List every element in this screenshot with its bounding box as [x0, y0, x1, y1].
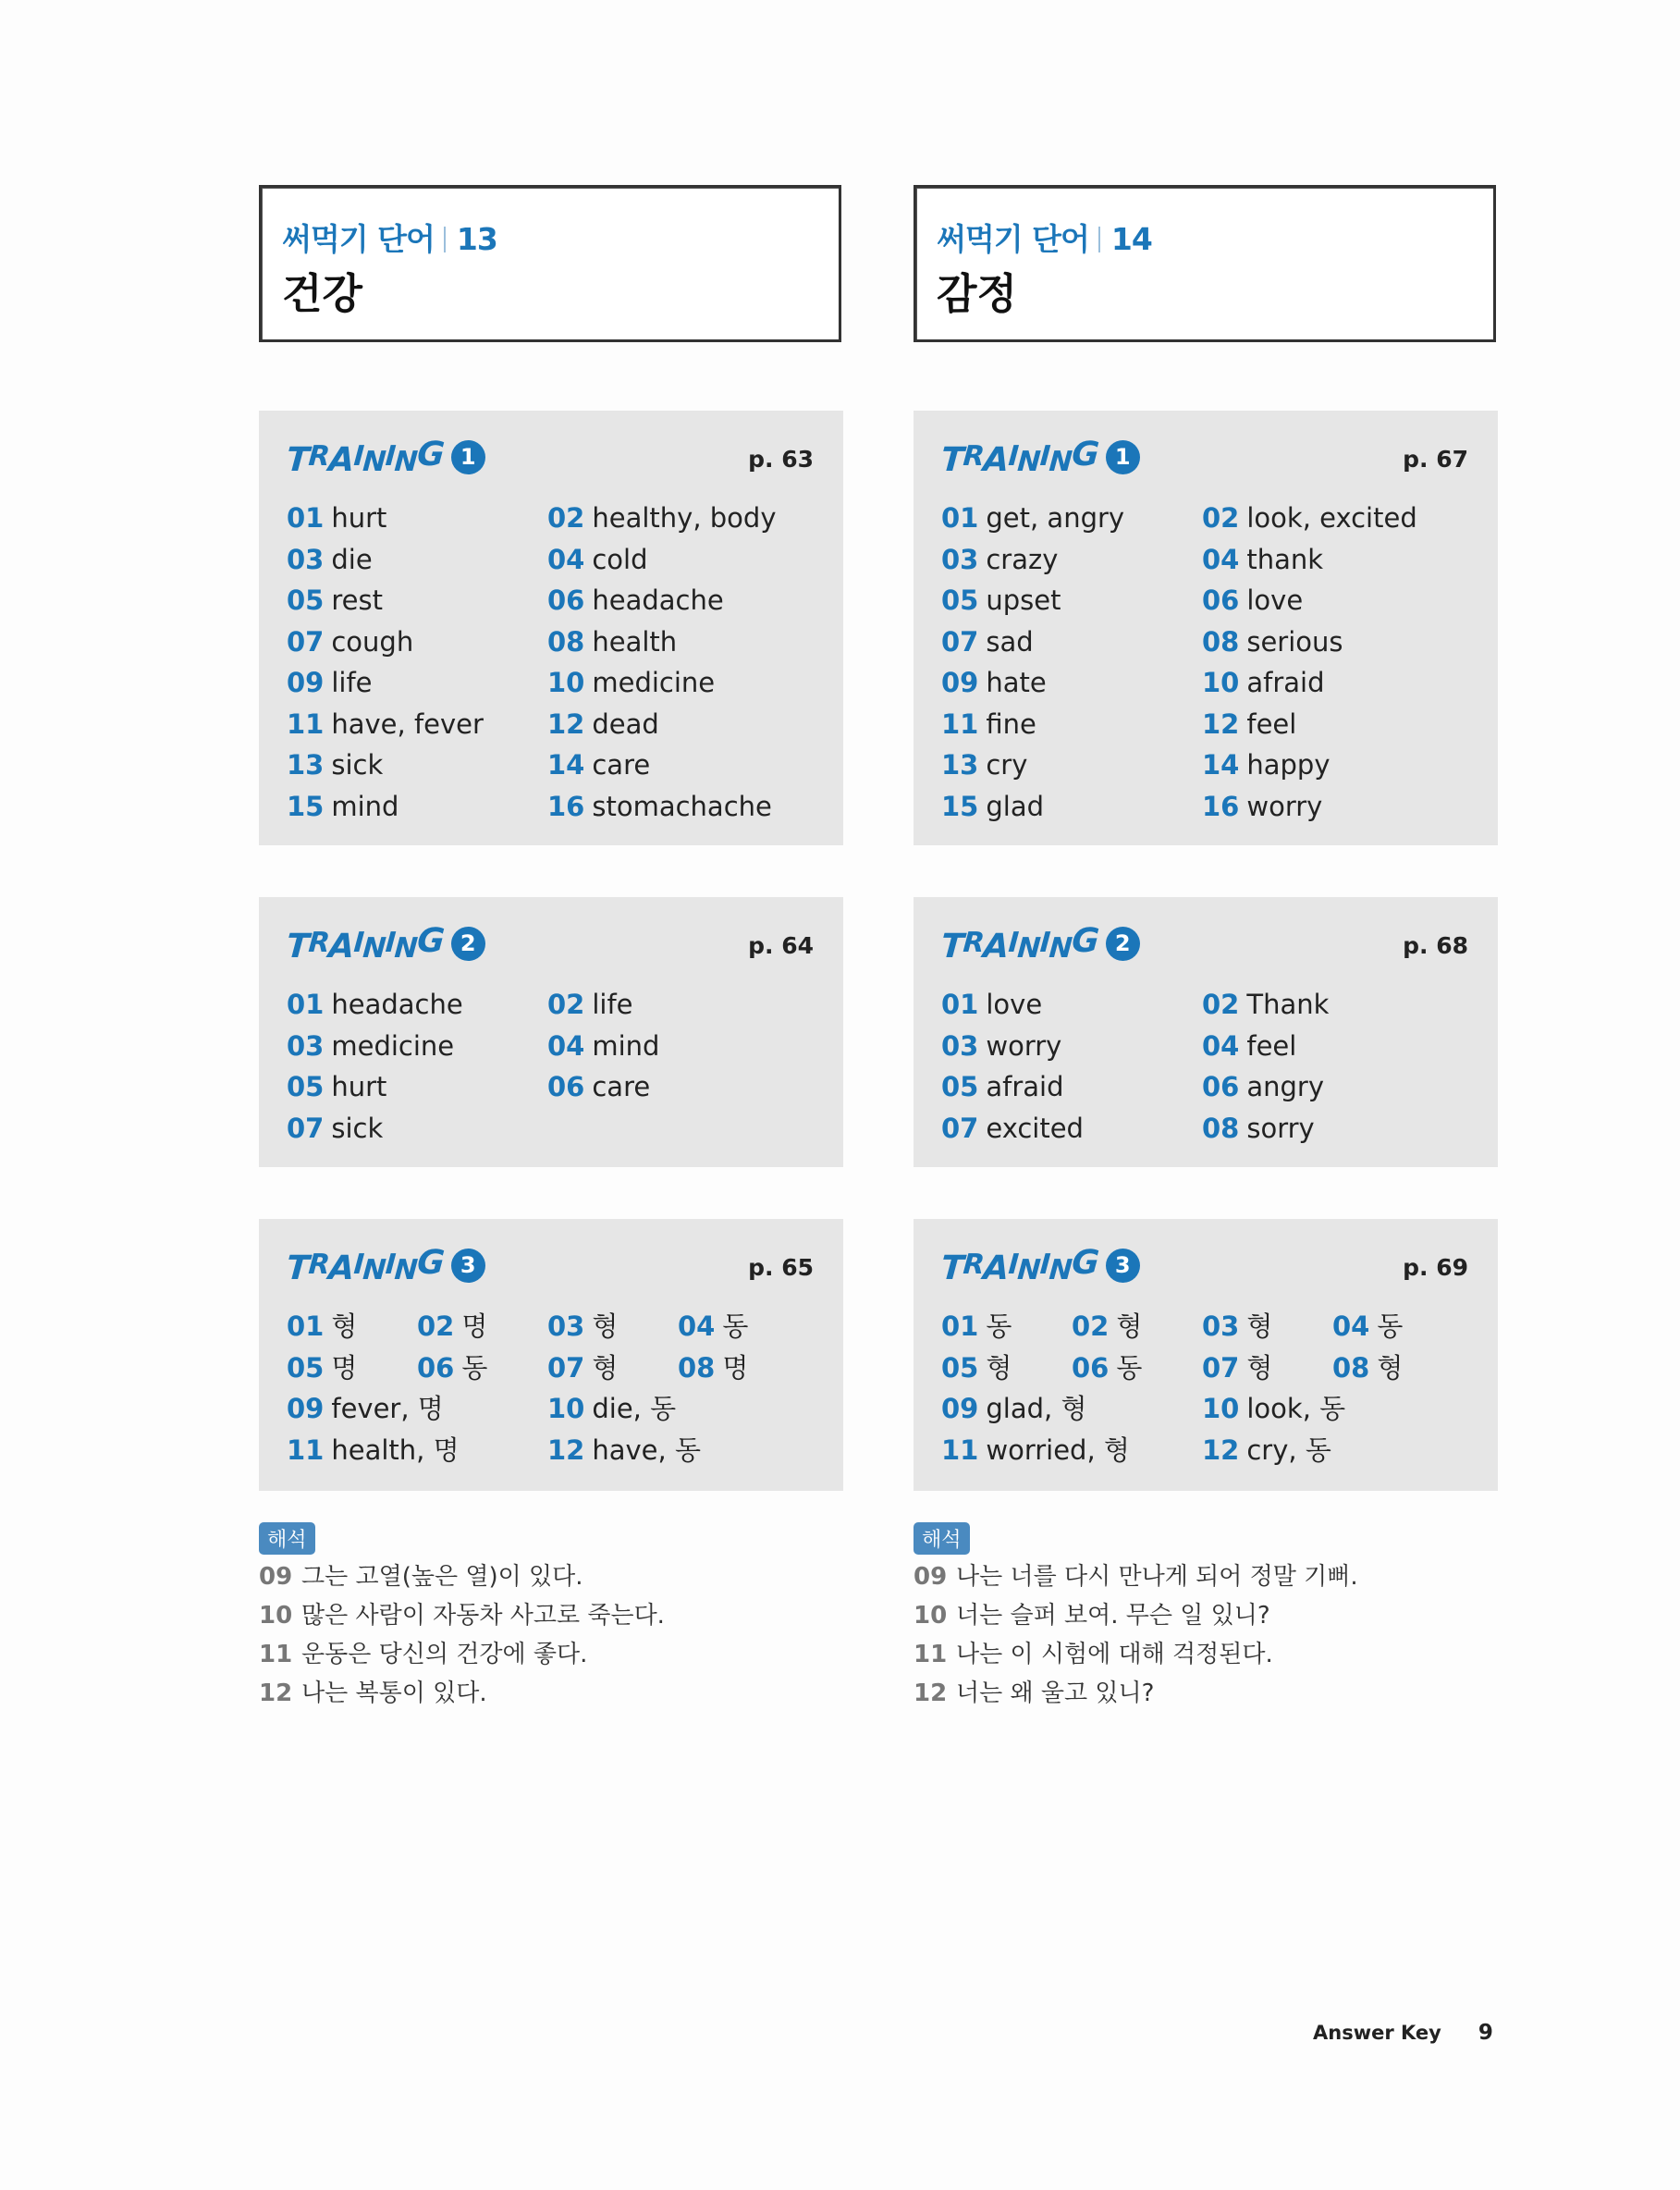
answer-item — [547, 984, 633, 1025]
translation-number: 11 — [259, 1641, 293, 1668]
answer-text: 형 — [986, 1351, 1012, 1384]
answer-number: 14 — [1202, 749, 1240, 781]
section-number: 13 — [456, 221, 497, 257]
answer-text: love — [986, 989, 1043, 1020]
answer-text: thank — [1246, 543, 1324, 575]
translation-item — [914, 1635, 1358, 1674]
answer-number: 06 — [1202, 1071, 1240, 1102]
answer-number: 03 — [941, 543, 979, 575]
answer-number: 08 — [678, 1351, 716, 1384]
answer-number: 07 — [941, 625, 979, 658]
answer-item — [287, 1306, 357, 1347]
answer-text: 형 — [1246, 1310, 1273, 1342]
answer-text: die, 동 — [592, 1393, 677, 1424]
answer-text: Thank — [1246, 989, 1330, 1020]
answer-text: afraid — [1246, 667, 1325, 698]
answer-number: 09 — [941, 1393, 979, 1424]
answer-number: 06 — [417, 1351, 455, 1384]
page-reference: p. 64 — [748, 932, 814, 959]
answer-number: 06 — [547, 584, 585, 616]
answer-number: 05 — [287, 1351, 325, 1384]
answer-text: headache — [592, 584, 724, 616]
answer-item — [941, 786, 1044, 827]
answer-text: die — [331, 543, 373, 575]
answer-number: 11 — [287, 707, 325, 740]
training-number-badge: 1 — [451, 440, 485, 474]
answer-item — [941, 498, 1124, 538]
answer-text: worry — [986, 1029, 1062, 1062]
answer-item — [1202, 1108, 1315, 1149]
translation-number: 10 — [914, 1602, 948, 1630]
answer-item — [941, 1306, 1012, 1347]
translation-list — [914, 1557, 1358, 1713]
answer-item — [1332, 1306, 1403, 1347]
answer-text: 동 — [1116, 1351, 1143, 1384]
answer-text: sorry — [1246, 1112, 1315, 1144]
answer-text: excited — [986, 1112, 1084, 1144]
answer-item — [547, 580, 724, 621]
answer-number: 02 — [547, 502, 585, 534]
separator — [1098, 227, 1100, 252]
answer-text: feel — [1246, 1029, 1297, 1062]
training-2-panel — [259, 897, 843, 1167]
translation-item — [259, 1674, 665, 1713]
answer-text: mind — [592, 1029, 660, 1062]
answer-item — [287, 1108, 383, 1149]
answer-number: 10 — [1202, 1393, 1240, 1424]
section-header-box — [259, 185, 841, 342]
answer-item — [287, 1430, 460, 1470]
answer-item — [941, 744, 1027, 785]
answer-text: 동 — [986, 1310, 1012, 1342]
answer-item — [678, 1306, 748, 1347]
answer-number: 01 — [287, 1310, 325, 1342]
answer-text: cry, 동 — [1246, 1433, 1331, 1466]
answer-item — [287, 1026, 454, 1066]
answer-item — [1202, 704, 1296, 744]
answer-item — [1202, 539, 1323, 580]
answer-text: get, angry — [986, 502, 1125, 534]
answer-number: 12 — [1202, 707, 1240, 740]
page-number: 9 — [1478, 2021, 1493, 2045]
answer-text: life — [331, 667, 373, 698]
section-label-text: 써먹기 단어 — [937, 221, 1089, 257]
answer-number: 16 — [1202, 790, 1240, 822]
translation-text: 운동은 당신의 건강에 좋다. — [301, 1641, 588, 1668]
answer-text: medicine — [592, 667, 716, 698]
training-heading — [941, 438, 1140, 481]
answer-text: stomachache — [592, 790, 772, 822]
translation-text: 나는 이 시험에 대해 걱정된다. — [956, 1641, 1273, 1668]
answer-text: crazy — [986, 543, 1059, 575]
answer-number: 02 — [1072, 1310, 1110, 1342]
answer-number: 02 — [547, 989, 585, 1020]
answer-text: feel — [1246, 707, 1297, 740]
translation-number: 09 — [259, 1563, 293, 1591]
answer-text: life — [592, 989, 633, 1020]
translation-number: 12 — [914, 1679, 948, 1707]
answer-item — [941, 1430, 1130, 1470]
answer-item — [1202, 580, 1303, 621]
answer-number: 03 — [1202, 1310, 1240, 1342]
answer-text: 형 — [1246, 1351, 1273, 1384]
answer-text: worried, 형 — [986, 1433, 1130, 1466]
page-reference: p. 65 — [748, 1254, 814, 1281]
translation-number: 11 — [914, 1641, 948, 1668]
answer-text: sad — [986, 625, 1034, 658]
answer-number: 08 — [547, 625, 585, 658]
translation-item — [914, 1557, 1358, 1596]
answer-item — [287, 786, 399, 827]
section-label — [937, 215, 1152, 259]
answer-item — [1202, 498, 1417, 538]
answer-number: 07 — [941, 1112, 979, 1144]
training-heading — [939, 1244, 1140, 1289]
answer-item — [287, 1347, 357, 1388]
page-reference: p. 69 — [1403, 1254, 1468, 1281]
translation-text: 너는 슬퍼 보여. 무슨 일 있니? — [956, 1602, 1270, 1630]
answer-text: 동 — [722, 1310, 749, 1342]
answer-text: 형 — [592, 1351, 619, 1384]
answer-number: 15 — [941, 790, 979, 822]
answer-text: 동 — [1377, 1310, 1404, 1342]
answer-item — [941, 1066, 1064, 1107]
answer-item — [547, 1306, 618, 1347]
answer-item — [941, 1026, 1061, 1066]
page-reference: p. 67 — [1403, 446, 1468, 473]
translation-number: 12 — [259, 1679, 293, 1707]
answer-number: 03 — [287, 543, 325, 575]
answer-number: 06 — [547, 1071, 585, 1102]
answer-number: 05 — [941, 584, 979, 616]
answer-item — [941, 662, 1047, 703]
answer-item — [287, 539, 373, 580]
answer-text: look, excited — [1246, 502, 1417, 534]
training-logo: TRAINING — [285, 1244, 446, 1287]
answer-text: 명 — [331, 1351, 358, 1384]
training-heading — [939, 922, 1140, 967]
answer-item — [1072, 1306, 1142, 1347]
answer-number: 05 — [287, 1071, 325, 1102]
translation-number: 09 — [914, 1563, 948, 1591]
answer-item — [287, 984, 463, 1025]
answer-text: look, 동 — [1246, 1393, 1346, 1424]
answer-text: cry — [986, 749, 1028, 781]
answer-item — [941, 621, 1034, 662]
answer-number: 11 — [941, 1433, 979, 1466]
answer-item — [547, 662, 715, 703]
answer-item — [941, 1388, 1086, 1429]
answer-item — [1202, 621, 1343, 662]
answer-number: 01 — [287, 502, 325, 534]
answer-item — [547, 744, 650, 785]
answer-number: 05 — [941, 1351, 979, 1384]
answer-item — [1202, 786, 1322, 827]
answer-number: 02 — [1202, 502, 1240, 534]
answer-item — [941, 580, 1061, 621]
answer-number: 08 — [1332, 1351, 1370, 1384]
answer-text: healthy, body — [592, 502, 777, 534]
separator — [444, 227, 446, 252]
training-logo: TRAINING — [285, 436, 446, 479]
section-header-box — [914, 185, 1496, 342]
answer-number: 01 — [941, 989, 979, 1020]
answer-number: 12 — [547, 707, 585, 740]
answer-number: 04 — [1332, 1310, 1370, 1342]
answer-item — [287, 662, 373, 703]
answer-number: 02 — [1202, 989, 1240, 1020]
answer-text: fine — [986, 707, 1036, 740]
translation-text: 나는 복통이 있다. — [301, 1679, 487, 1707]
answer-item — [941, 1108, 1084, 1149]
answer-number: 12 — [547, 1433, 585, 1466]
answer-number: 01 — [287, 989, 325, 1020]
training-number-badge: 1 — [1106, 440, 1140, 474]
page-reference: p. 68 — [1403, 932, 1468, 959]
answer-number: 12 — [1202, 1433, 1240, 1466]
answer-text: rest — [331, 584, 383, 616]
answer-text: afraid — [986, 1071, 1064, 1102]
answer-item — [1202, 1026, 1296, 1066]
answer-item — [941, 704, 1036, 744]
answer-number: 09 — [287, 1393, 325, 1424]
training-3-panel — [914, 1219, 1498, 1491]
answer-number: 10 — [547, 1393, 585, 1424]
page-reference: p. 63 — [748, 446, 814, 473]
answer-text: love — [1246, 584, 1304, 616]
answer-number: 04 — [1202, 1029, 1240, 1062]
answer-number: 01 — [941, 1310, 979, 1342]
answer-number: 11 — [287, 1433, 325, 1466]
training-1-panel — [259, 411, 843, 845]
answer-number: 04 — [1202, 543, 1240, 575]
answer-number: 03 — [287, 1029, 325, 1062]
answer-number: 08 — [1202, 1112, 1240, 1144]
training-logo: TRAINING — [285, 922, 446, 966]
training-number-badge: 2 — [451, 927, 485, 961]
translation-text: 나는 너를 다시 만나게 되어 정말 기뻐. — [956, 1563, 1358, 1591]
answer-item — [547, 1430, 701, 1470]
answer-item — [547, 621, 677, 662]
training-1-panel — [914, 411, 1498, 845]
answer-text: upset — [986, 584, 1061, 616]
translation-item — [914, 1596, 1358, 1635]
answer-text: glad, 형 — [986, 1393, 1087, 1424]
answer-number: 14 — [547, 749, 585, 781]
answer-text: dead — [592, 707, 659, 740]
training-logo: TRAINING — [939, 922, 1100, 966]
answer-item — [941, 539, 1058, 580]
answer-text: hate — [986, 667, 1047, 698]
answer-number: 07 — [287, 1112, 325, 1144]
footer-label: Answer Key — [1313, 2022, 1441, 2044]
training-heading — [285, 1244, 485, 1289]
answer-text: fever, 명 — [331, 1393, 444, 1424]
answer-text: angry — [1246, 1071, 1325, 1102]
answer-number: 05 — [941, 1071, 979, 1102]
training-heading — [287, 438, 485, 481]
answer-number: 16 — [547, 790, 585, 822]
answer-item — [287, 621, 413, 662]
translation-item — [914, 1674, 1358, 1713]
answer-number: 03 — [941, 1029, 979, 1062]
answer-item — [1202, 1388, 1345, 1429]
translation-text: 많은 사람이 자동차 사고로 죽는다. — [301, 1602, 665, 1630]
training-logo: TRAINING — [939, 1244, 1100, 1287]
answer-text: serious — [1246, 625, 1343, 658]
answer-text: hurt — [331, 1071, 387, 1102]
answer-item — [417, 1347, 487, 1388]
answer-number: 13 — [287, 749, 325, 781]
training-number-badge: 3 — [1106, 1249, 1140, 1283]
answer-number: 04 — [678, 1310, 716, 1342]
section-number: 14 — [1110, 221, 1152, 257]
answer-item — [1202, 1430, 1331, 1470]
answer-item — [287, 1388, 444, 1429]
answer-item — [287, 744, 383, 785]
section-title: 건강 — [282, 269, 362, 318]
section-label-text: 써먹기 단어 — [282, 221, 435, 257]
answer-item — [1202, 744, 1331, 785]
answer-number: 11 — [941, 707, 979, 740]
answer-text: medicine — [331, 1029, 455, 1062]
answer-text: 명 — [722, 1351, 749, 1384]
translation-list — [259, 1557, 665, 1713]
answer-item — [547, 704, 659, 744]
answer-text: sick — [331, 1112, 384, 1144]
answer-text: glad — [986, 790, 1045, 822]
answer-number: 10 — [1202, 667, 1240, 698]
training-logo: TRAINING — [939, 436, 1100, 479]
answer-text: hurt — [331, 502, 387, 534]
answer-item — [1202, 662, 1325, 703]
answer-item — [287, 580, 383, 621]
answer-text: have, 동 — [592, 1433, 701, 1466]
answer-text: 명 — [461, 1310, 488, 1342]
answer-item — [941, 1347, 1012, 1388]
answer-number: 07 — [547, 1351, 585, 1384]
answer-text: mind — [331, 790, 399, 822]
training-number-badge: 3 — [451, 1249, 485, 1283]
answer-number: 04 — [547, 543, 585, 575]
translation-badge: 해석 — [914, 1522, 970, 1555]
answer-text: have, fever — [331, 707, 484, 740]
answer-text: health, 명 — [331, 1433, 460, 1466]
answer-number: 06 — [1072, 1351, 1110, 1384]
answer-item — [1072, 1347, 1142, 1388]
answer-item — [547, 786, 772, 827]
answer-item — [547, 498, 776, 538]
answer-number: 03 — [547, 1310, 585, 1342]
answer-number: 06 — [1202, 584, 1240, 616]
answer-number: 08 — [1202, 625, 1240, 658]
translation-text: 너는 왜 울고 있니? — [956, 1679, 1155, 1707]
answer-number: 05 — [287, 584, 325, 616]
section-title: 감정 — [937, 269, 1017, 318]
answer-number: 13 — [941, 749, 979, 781]
answer-number: 01 — [941, 502, 979, 534]
answer-text: cough — [331, 625, 414, 658]
answer-number: 04 — [547, 1029, 585, 1062]
answer-item — [1202, 1066, 1324, 1107]
section-label — [282, 215, 497, 259]
translation-item — [259, 1557, 665, 1596]
answer-item — [547, 539, 648, 580]
answer-text: care — [592, 749, 651, 781]
answer-item — [678, 1347, 748, 1388]
answer-text: happy — [1246, 749, 1331, 781]
translation-item — [259, 1596, 665, 1635]
answer-item — [1332, 1347, 1403, 1388]
answer-number: 10 — [547, 667, 585, 698]
answer-item — [941, 984, 1042, 1025]
answer-item — [547, 1388, 676, 1429]
answer-number: 09 — [941, 667, 979, 698]
answer-text: 동 — [461, 1351, 488, 1384]
answer-text: 형 — [1116, 1310, 1143, 1342]
translation-text: 그는 고열(높은 열)이 있다. — [301, 1563, 583, 1591]
answer-text: health — [592, 625, 678, 658]
answer-item — [287, 498, 386, 538]
answer-item — [547, 1066, 650, 1107]
answer-item — [547, 1347, 618, 1388]
answer-text: cold — [592, 543, 648, 575]
answer-text: headache — [331, 989, 463, 1020]
answer-item — [287, 1066, 386, 1107]
answer-item — [417, 1306, 487, 1347]
answer-text: 형 — [331, 1310, 358, 1342]
answer-item — [1202, 1347, 1272, 1388]
answer-item — [547, 1026, 659, 1066]
training-2-panel — [914, 897, 1498, 1167]
answer-text: care — [592, 1071, 651, 1102]
training-number-badge: 2 — [1106, 927, 1140, 961]
answer-item — [1202, 984, 1329, 1025]
answer-number: 15 — [287, 790, 325, 822]
answer-item — [287, 704, 484, 744]
translation-item — [259, 1635, 665, 1674]
translation-number: 10 — [259, 1602, 293, 1630]
page-footer — [1313, 2021, 1493, 2045]
translation-badge: 해석 — [259, 1522, 315, 1555]
answer-number: 07 — [287, 625, 325, 658]
answer-text: sick — [331, 749, 384, 781]
training-heading — [285, 922, 485, 967]
answer-number: 09 — [287, 667, 325, 698]
answer-text: 형 — [592, 1310, 619, 1342]
answer-text: 형 — [1377, 1351, 1404, 1384]
answer-item — [1202, 1306, 1272, 1347]
answer-number: 02 — [417, 1310, 455, 1342]
answer-text: worry — [1246, 790, 1323, 822]
answer-number: 07 — [1202, 1351, 1240, 1384]
training-3-panel — [259, 1219, 843, 1491]
